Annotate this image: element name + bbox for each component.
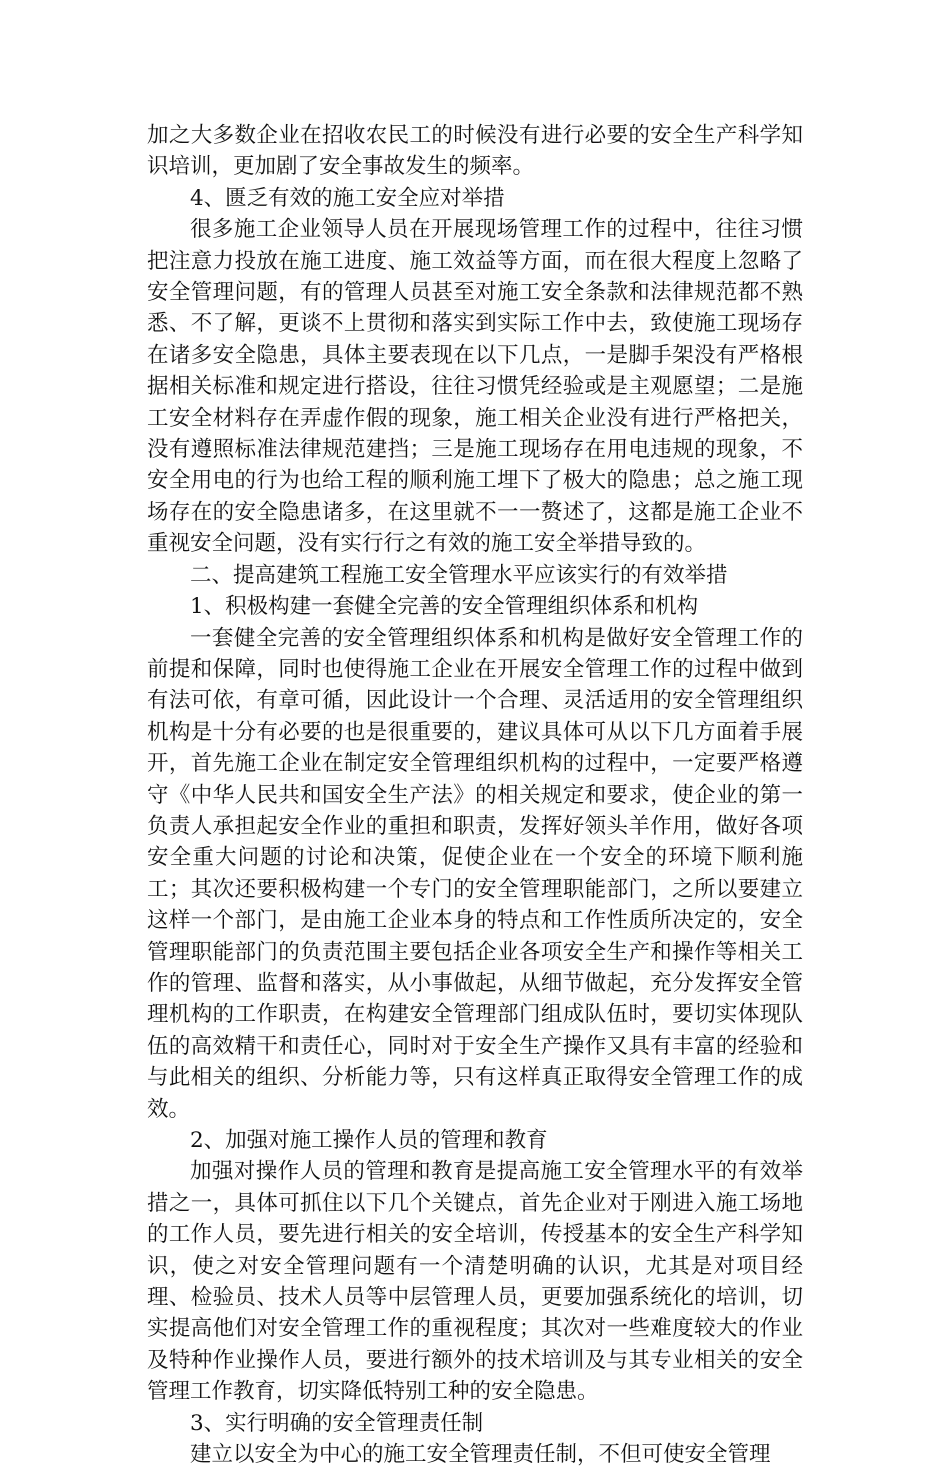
- paragraph-training: 加强对操作人员的管理和教育是提高施工安全管理水平的有效举措之一，具体可抓住以下几个关键点，首先企业对于刚进入施工场地的工作人员，要先进行相关的安全培训，传授基本的安全生产科学知识，使之对安全管理问题有一个清楚明确的认识，尤其是对项目经理、检验员、技术人员等中层管理人员，更要加强系统化的培训，切实提高他们对安全管理工作的重视程度；其次对一些难度较大的作业及特种作业操作人员，要进行额外的技术培训及与其专业相关的安全管理工作教育，切实降低特别工种的安全隐患。: [147, 1159, 803, 1405]
- paragraph-organization: 一套健全完善的安全管理组织体系和机构是做好安全管理工作的前提和保障，同时也使得施工企业在开展安全管理工作的过程中做到有法可依，有章可循，因此设计一个合理、灵活适用的安全管理组织机构是十分有必要的也是很重要的，建议具体可从以下几方面着手展开，首先施工企业在制定安全管理组织机构的过程中，一定要严格遵守《中华人民共和国安全生产法》的相关规定和要求，使企业的第一负责人承担起安全作业的重担和职责，发挥好领头羊作用，做好各项安全重大问题的讨论和决策，促使企业在一个安全的环境下顺利施工；其次还要积极构建一个专门的安全管理职能部门，之所以要建立这样一个部门，是由施工企业本身的特点和工作性质所决定的，安全管理职能部门的负责范围主要包括企业各项安全生产和操作等相关工作的管理、监督和落实，从小事做起，从细节做起，充分发挥安全管理机构的工作职责，在构建安全管理部门组成队伍时，要切实体现队伍的高效精干和责任心，同时对于安全生产操作又具有丰富的经验和与此相关的组织、分析能力等，只有这样真正取得安全管理工作的成效。: [147, 625, 803, 1122]
- subheading-1: 1、积极构建一套健全完善的安全管理组织体系和机构: [190, 594, 699, 620]
- subheading-2: 2、加强对施工操作人员的管理和教育: [190, 1128, 548, 1153]
- section-heading-2: 二、提高建筑工程施工安全管理水平应该实行的有效举措: [190, 562, 728, 588]
- paragraph-continuation: 加之大多数企业在招收农民工的时候没有进行必要的安全生产科学知识培训，更加剧了安全事故发生的频率。: [147, 123, 803, 180]
- document-body: [147, 120, 803, 1470]
- paragraph-responsibility: 建立以安全为中心的施工安全管理责任制，不但可使安全管理: [190, 1442, 771, 1468]
- paragraph-hazards: 很多施工企业领导人员在开展现场管理工作的过程中，往往习惯把注意力投放在施工进度、施工效益等方面，而在很大程度上忽略了安全管理问题，有的管理人员甚至对施工安全条款和法律规范都不熟悉、不了解，更谈不上贯彻和落实到实际工作中去，致使施工现场存在诸多安全隐患，具体主要表现在以下几点，一是脚手架没有严格根据相关标准和规定进行搭设，往往习惯凭经验或是主观愿望；二是施工安全材料存在弄虚作假的现象，施工相关企业没有进行严格把关，没有遵照标准法律规范建挡；三是施工现场存在用电违规的现象，不安全用电的行为也给工程的顺利施工埋下了极大的隐患；总之施工现场存在的安全隐患诸多，在这里就不一一赘述了，这都是施工企业不重视安全问题，没有实行行之有效的施工安全举措导致的。: [147, 217, 803, 557]
- subheading-3: 3、实行明确的安全管理责任制: [190, 1410, 484, 1436]
- subheading-4: 4、匮乏有效的施工安全应对举措: [190, 185, 505, 211]
